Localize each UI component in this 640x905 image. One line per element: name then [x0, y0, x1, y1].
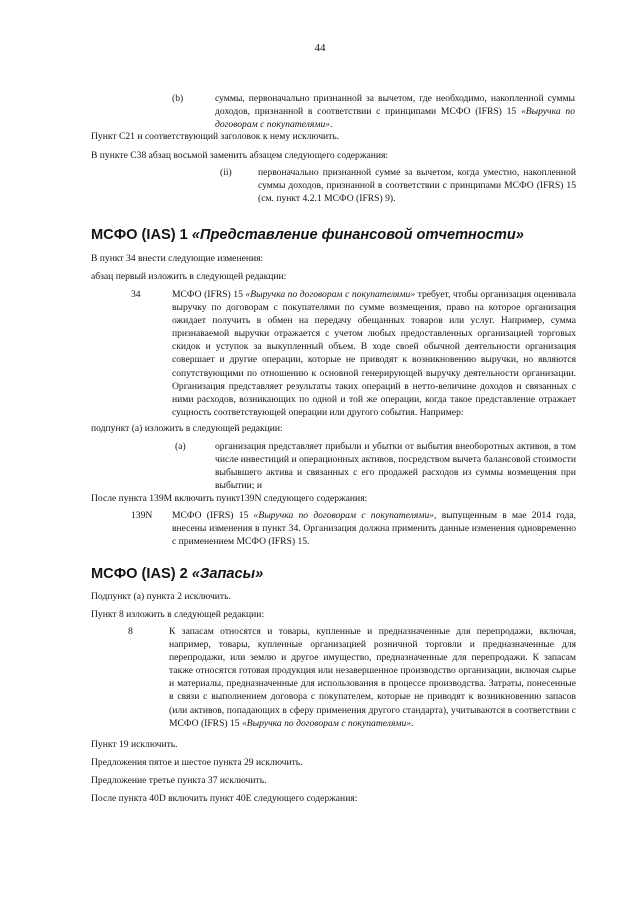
- item-marker-b: (b): [172, 93, 184, 104]
- item-marker-a: (а): [175, 441, 186, 452]
- paragraph-marker-139n: 139N: [131, 510, 153, 521]
- instruction-37: Предложение третье пункта 37 исключить.: [91, 775, 267, 786]
- paragraph-marker-34: 34: [131, 289, 141, 300]
- instruction-2a: Подпункт (а) пункта 2 исключить.: [91, 591, 231, 602]
- standard-title-italic: «Выручка по договорам с покупателями»: [253, 510, 435, 521]
- instruction-139n: После пункта 139М включить пункт139N следующего содержания:: [91, 493, 368, 504]
- instruction-34a: подпункт (а) изложить в следующей редакции:: [91, 423, 283, 434]
- standard-title-italic: «Выручка по договорам с покупателями»: [245, 289, 416, 300]
- instruction-34: В пункт 34 внести следующие изменения:: [91, 253, 264, 264]
- item-b-text: суммы, первоначально признанной за вычетом, где необходимо, накопленной суммы доходов, признанной в соответствии с принципами МСФО (IFRS) 15 «Выручка по договорам с покупателями».: [215, 93, 575, 131]
- standard-title-italic: «Выручка по договорам с покупателями»: [242, 717, 412, 729]
- standard-title-italic: «Выручка по договорам с покупателями»: [215, 106, 575, 131]
- paragraph-139n-text: МСФО (IFRS) 15 «Выручка по договорам с покупателями», выпущенным в мае 2014 года, внесены изменения в пункт 34. Организация должна применить данные изменения одновременно с применением МСФО (IFRS) 15.: [172, 510, 576, 548]
- paragraph-34-text: МСФО (IFRS) 15 «Выручка по договорам с покупателями» требует, чтобы организация оценивала выручку по договорам с покупателями по сумме возмещения, право на которое организация ожидает получить в обмен на передачу обещанных товаров или услуг. Например, сумма признаваемой выручки отражается с учетом любых предоставленных организацией торговых скидок и уступок за выкупленный объем. В ходе своей обычной деятельности организация совершает и другие операции, которые не приводят к возникновению выручки, но являются сопутствующими по отношению к основной генерирующей выручку деятельности организации. Организация представляет результаты таких операций в нетто-величине доходов и связанных с ними расходов, возникающих по одной и той же операции, когда такое представление отражает сущность соответствующей операции или другого события. Например:: [172, 289, 577, 418]
- instruction-c38: В пункте С38 абзац восьмой заменить абзацем следующего содержания:: [91, 150, 389, 161]
- heading-ias1: МСФО (IAS) 1 «Представление финансовой отчетности»: [91, 227, 524, 243]
- instruction-34-paragraph-1: абзац первый изложить в следующей редакции:: [91, 271, 287, 282]
- instruction-19: Пункт 19 исключить.: [91, 739, 178, 750]
- item-ii-text: первоначально признанной сумме за вычетом, когда уместно, накопленной суммы доходов, признанной в соответствии с принципами МСФО (IFRS) 15 (см. пункт 4.2.1 МСФО (IFRS) 9).: [258, 167, 576, 205]
- page-number: 44: [314, 42, 326, 54]
- item-a-text: организация представляет прибыли и убытки от выбытия внеоборотных активов, в том числе инвестиций и операционных активов, посредством вычета балансовой стоимости выбывшего актива и связанных с его продажей расходов из суммы возмещения при выбытии; и: [215, 441, 576, 492]
- instruction-8: Пункт 8 изложить в следующей редакции:: [91, 609, 265, 620]
- paragraph-marker-8: 8: [128, 626, 133, 637]
- instruction-29: Предложения пятое и шестое пункта 29 исключить.: [91, 757, 303, 768]
- heading-ias2: МСФО (IAS) 2 «Запасы»: [91, 566, 264, 582]
- instruction-c21: Пункт С21 и соответствующий заголовок к нему исключить.: [91, 131, 340, 142]
- paragraph-8-text: К запасам относятся и товары, купленные и предназначенные для перепродажи, включая, например, товары, купленные организацией розничной торговли и предназначенные для перепродажи, или землю и другое имущество, предназначенные для перепродажи. К запасам также относятся готовая продукция или незавершенное производство организации, включая сырье и материалы, предназначенные для использования в процессе производства. Затраты, понесенные в связи с выполнением договора с покупателем, которые не приводят к возникновению запасов (или активов, попадающих в сферу применения другого стандарта), учитываются в соответствии с МСФО (IFRS) 15 «Выручка по договорам с покупателями».: [169, 626, 576, 729]
- item-marker-ii: (ii): [220, 167, 232, 178]
- instruction-40e: После пункта 40D включить пункт 40Е следующего содержания:: [91, 793, 358, 804]
